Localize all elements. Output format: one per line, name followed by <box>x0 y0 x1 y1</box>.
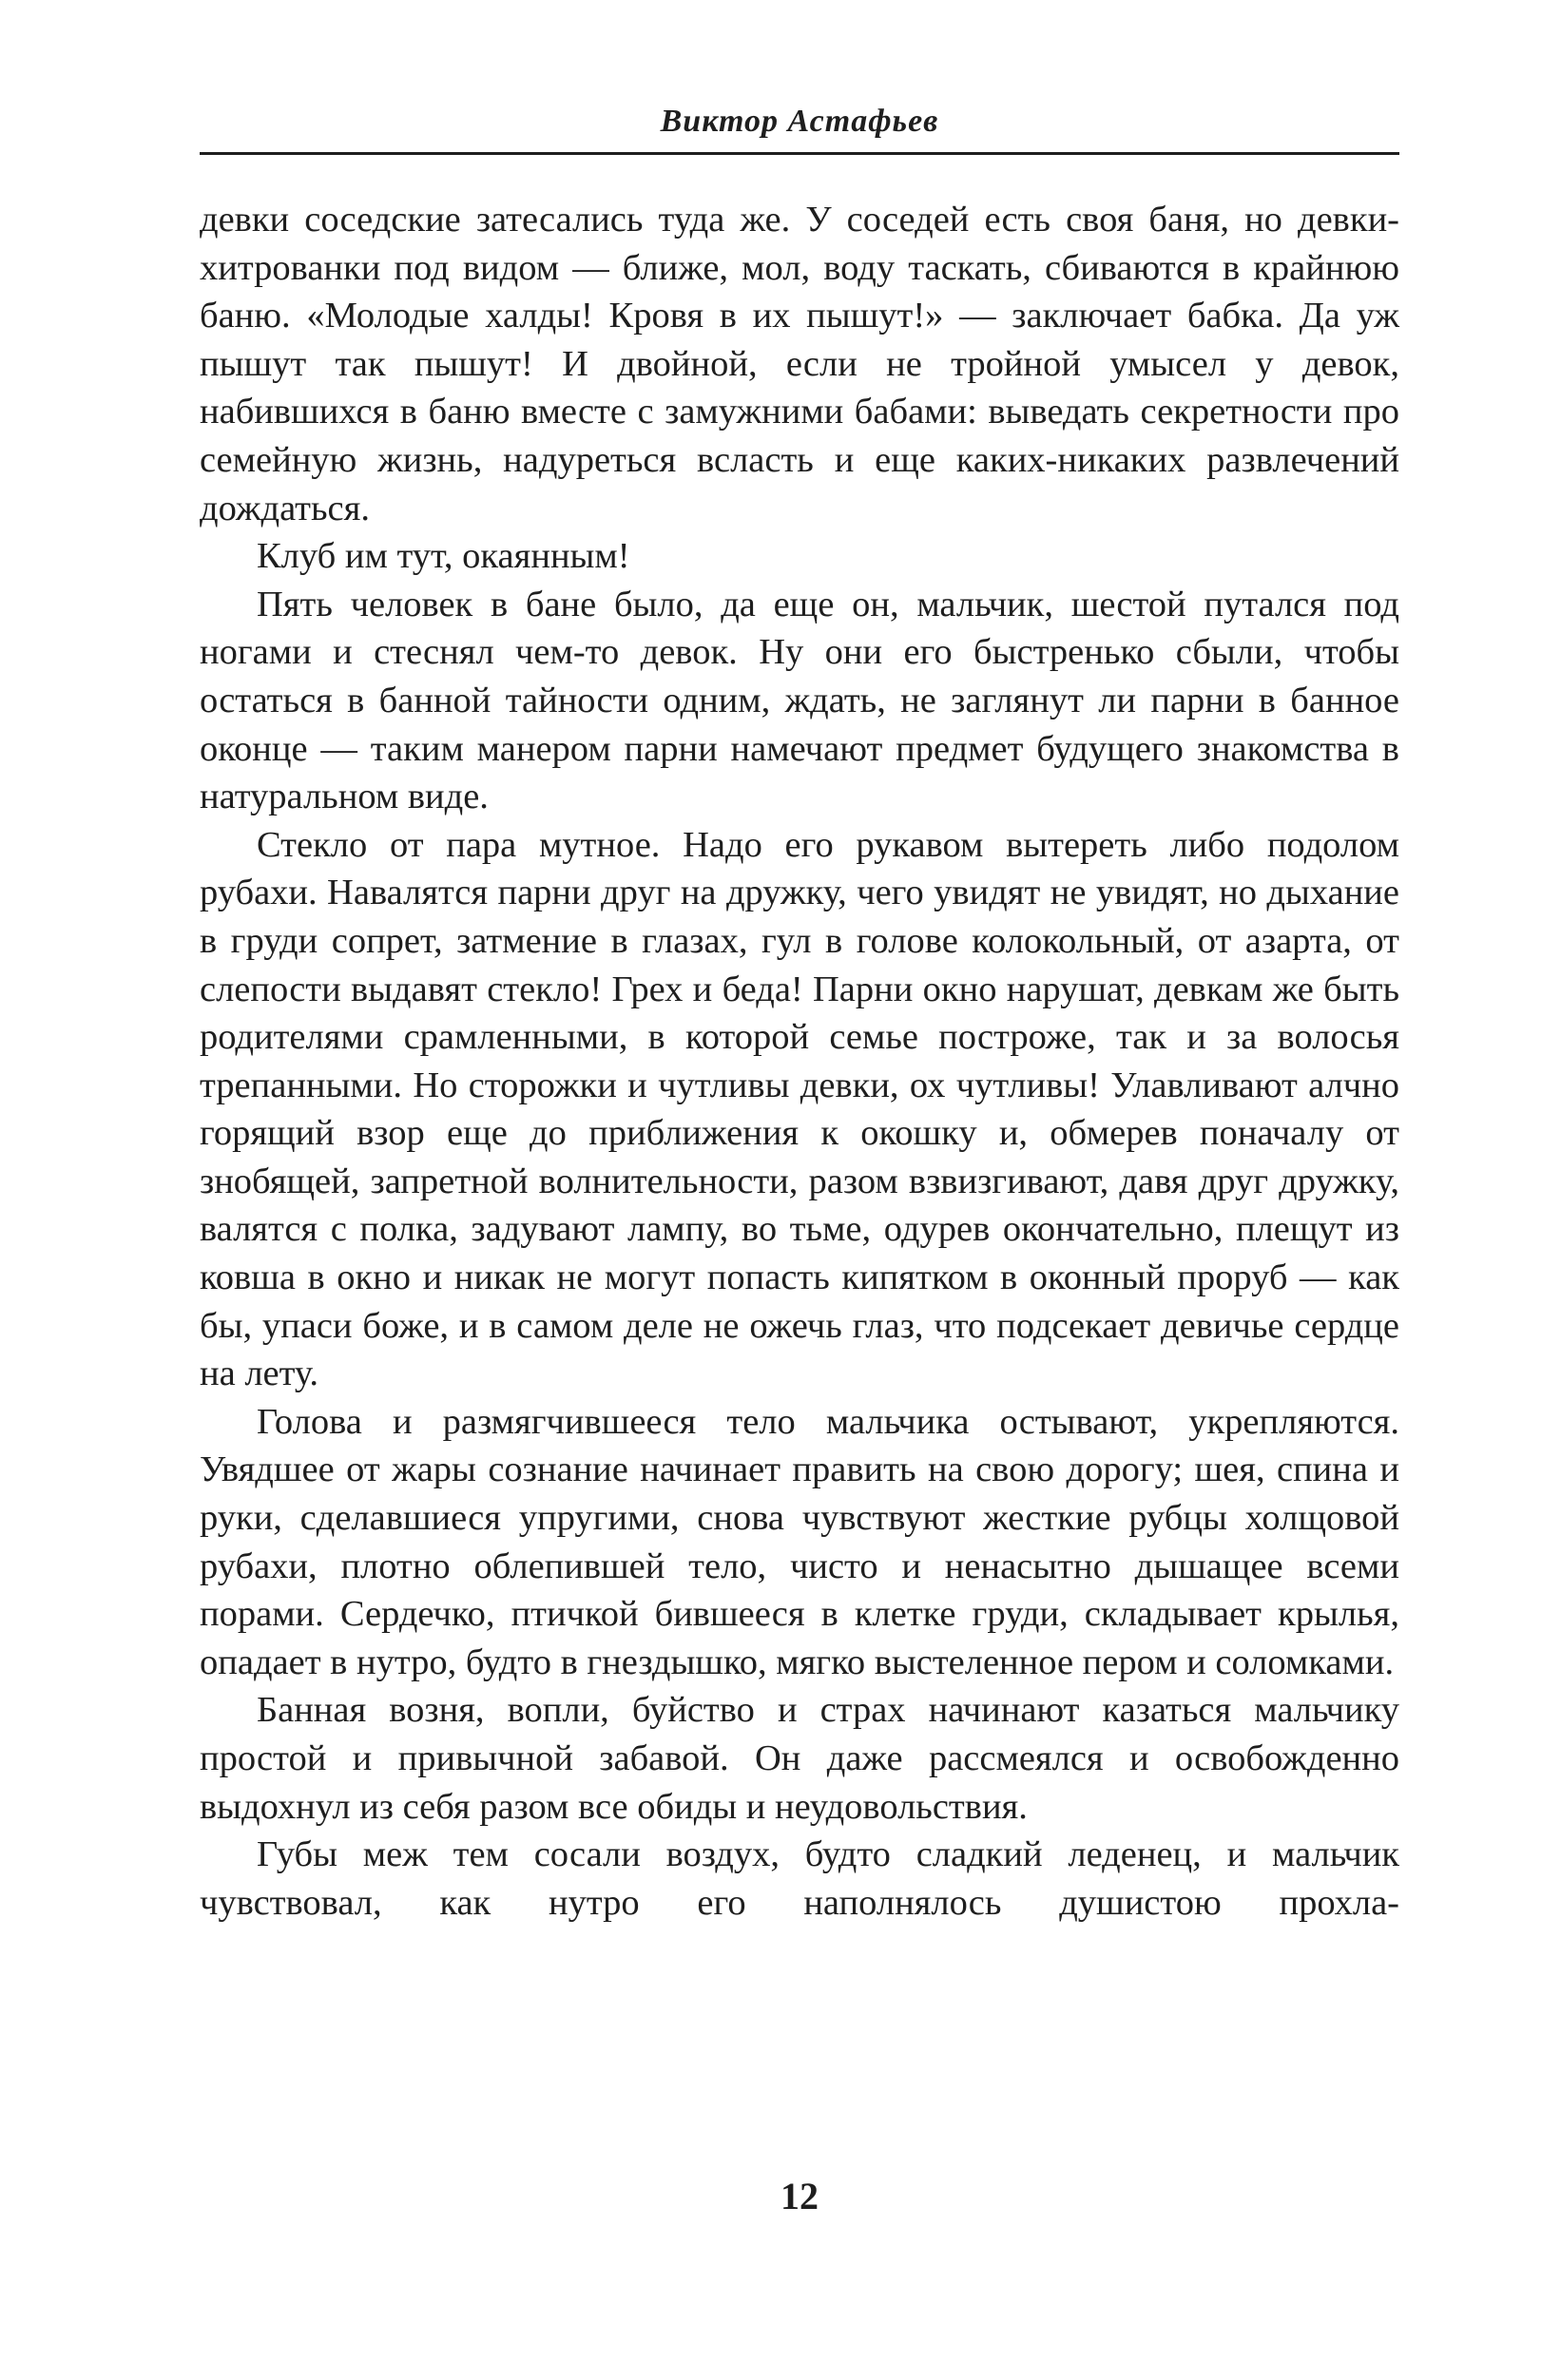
paragraph: Клуб им тут, окаянным! <box>257 536 630 577</box>
paragraph: Губы меж тем сосали воздух, будто сладкий леденец, и мальчик чувствовал, как нутро его наполнялось душистою прохла- <box>200 1834 1399 1923</box>
paragraph: девки соседские затесались туда же. У соседей есть своя баня, но девки-хитрованки под видом — ближе, мол, воду таскать, сбиваются в крайнюю баню. «Молодые халды! Кровя в их пышут!» — заключает бабка. Да уж пышут так пышут! И двойной, если не тройной умысел у девок, набившихся в баню вместе с замужними бабами: выведать секретности про семейную жизнь, надуреться всласть и еще каких-никаких развлечений дождаться. <box>200 200 1399 528</box>
running-head: Виктор Астафьев <box>660 104 939 139</box>
paragraph: Пять человек в бане было, да еще он, мальчик, шестой путался под ногами и стеснял чем-то девок. Ну они его быстренько сбыли, чтобы остаться в банной тайности одним, ждать, не заглянут ли парни в банное оконце — таким манером парни намечают предмет будущего знакомства в натуральном виде. <box>200 584 1399 817</box>
paragraph: Стекло от пара мутное. Надо его рукавом вытереть либо подолом рубахи. Навалятся парни друг на дружку, чего увидят не увидят, но дыхание в груди сопрет, затмение в глазах, гул в голове колокольный, от азарта, от слепости выдавят стекло! Грех и беда! Парни окно нарушат, девкам же быть родителями срамленными, в которой семье построже, так и за волосья трепанными. Но сторожки и чутливы девки, ох чутливы! Улавливают алчно горящий взор еще до приближения к окошку и, обмерев поначалу от знобящей, запретной волнительности, разом взвизгивают, давя друг дружку, валятся с полка, задувают лампу, во тьме, одурев окончательно, плещут из ковша в окно и никак не могут попасть кипятком в оконный проруб — как бы, упаси боже, и в самом деле не ожечь глаз, что подсекает девичье сердце на лету. <box>200 824 1399 1394</box>
body-text <box>200 196 1399 1927</box>
paragraph: Банная возня, вопли, буйство и страх начинают казаться мальчику простой и привычной забавой. Он даже рассмеялся и освобожденно выдохнул из себя разом все обиды и неудовольствия. <box>200 1690 1399 1827</box>
paragraph: Голова и размягчившееся тело мальчика остывают, укрепляются. Увядшее от жары сознание начинает править на свою дорогу; шея, спина и руки, сделавшиеся упругими, снова чувствуют жесткие рубцы холщовой рубахи, плотно облепившей тело, чисто и ненасытно дышащее всеми порами. Сердечко, птичкой бившееся в клетке груди, складывает крылья, опадает в нутро, будто в гнездышко, мягко выстеленное пером и соломками. <box>200 1401 1399 1682</box>
header-rule <box>200 152 1399 155</box>
page-number: 12 <box>780 2175 819 2217</box>
